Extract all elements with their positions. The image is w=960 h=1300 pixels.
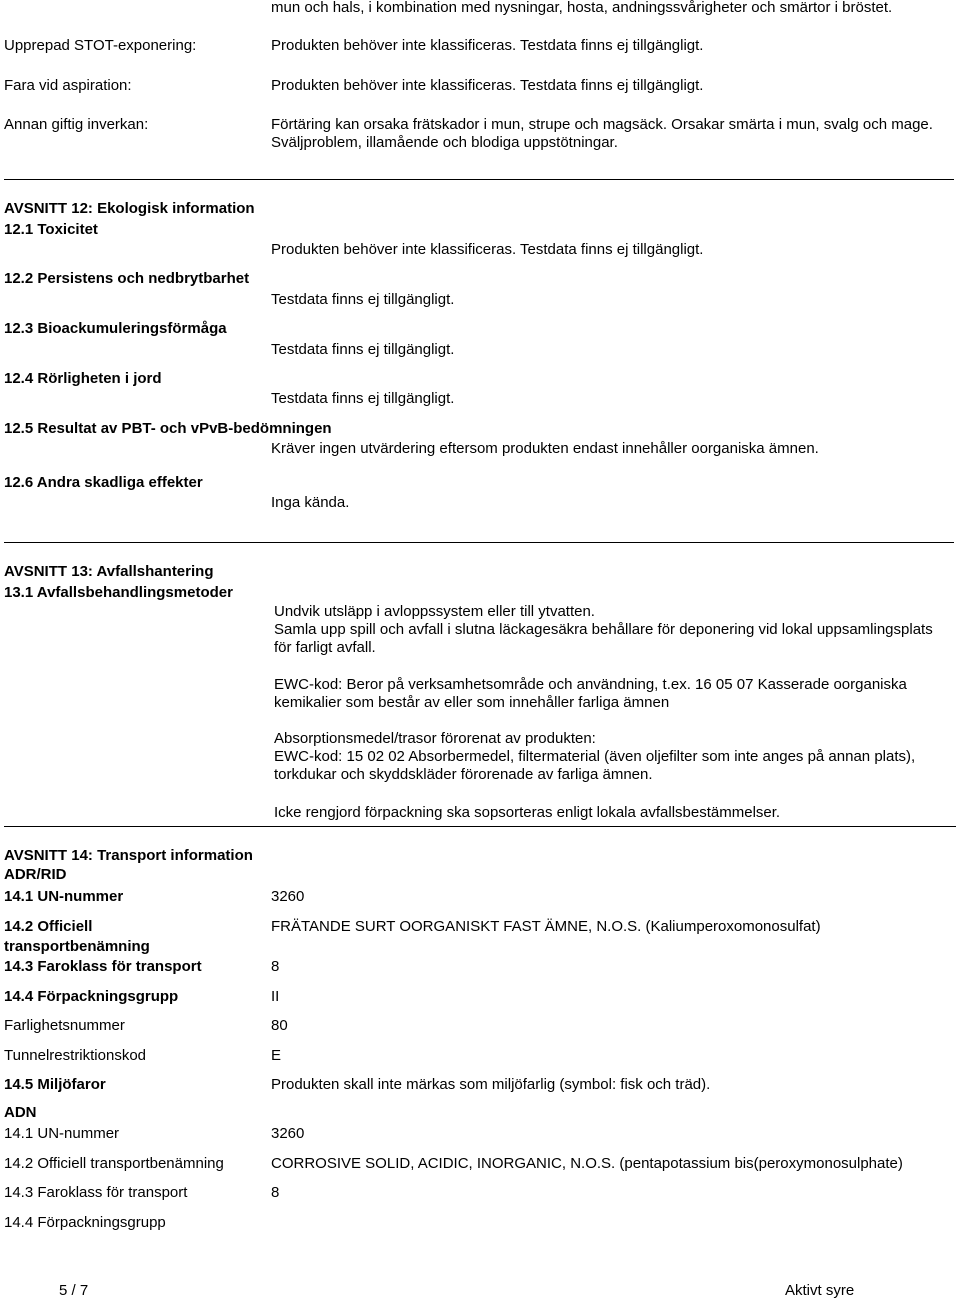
pbt-assessment-label: 12.5 Resultat av PBT- och vPvB-bedömningen bbox=[4, 420, 332, 437]
soil-mobility-label: 12.4 Rörligheten i jord bbox=[4, 370, 162, 387]
adn-class-value: 8 bbox=[271, 1184, 280, 1201]
adr-class-value: 8 bbox=[271, 958, 280, 975]
section-divider bbox=[4, 179, 954, 180]
adn-heading: ADN bbox=[4, 1104, 37, 1121]
toxicology-continuation: mun och hals, i kombination med nysningar, hosta, andningssvårigheter och smärtor i bröstet. bbox=[271, 0, 893, 16]
waste-p3a: Absorptionsmedel/trasor förorenat av produkten: bbox=[274, 730, 596, 747]
waste-p1b: Samla upp spill och avfall i slutna läckagesäkra behållare för deponering vid lokal uppsamlingsplats för farligt avfall. bbox=[274, 621, 933, 656]
adr-tunnel-label: Tunnelrestriktionskod bbox=[4, 1047, 147, 1064]
adn-name-value: CORROSIVE SOLID, ACIDIC, INORGANIC, N.O.S. (pentapotassium bis(peroxymonosulphate) bbox=[271, 1155, 903, 1172]
adr-packing-label: 14.4 Förpackningsgrupp bbox=[4, 988, 179, 1005]
adr-packing-value: II bbox=[271, 988, 280, 1005]
product-name: Aktivt syre bbox=[785, 1282, 855, 1299]
other-effects-label: 12.6 Andra skadliga effekter bbox=[4, 474, 203, 491]
adr-env-label: 14.5 Miljöfaror bbox=[4, 1076, 106, 1093]
bioaccumulation-label: 12.3 Bioackumuleringsförmåga bbox=[4, 320, 227, 337]
adr-hazard-label: Farlighetsnummer bbox=[4, 1017, 125, 1034]
other-effects-value: Inga kända. bbox=[271, 494, 350, 511]
adr-env-value: Produkten skall inte märkas som miljöfarlig (symbol: fisk och träd). bbox=[271, 1076, 711, 1093]
adr-tunnel-value: E bbox=[271, 1047, 282, 1064]
waste-ewc-code: EWC-kod: Beror på verksamhetsområde och användning, t.ex. 16 05 07 Kasserade oorganiska kemikalier som består av eller som innehåller farliga ämnen bbox=[274, 676, 907, 711]
adr-un-value: 3260 bbox=[271, 888, 305, 905]
adr-name-value: FRÄTANDE SURT OORGANISKT FAST ÄMNE, N.O.S. (Kaliumperoxomonosulfat) bbox=[271, 918, 821, 935]
section-12-title: AVSNITT 12: Ekologisk information bbox=[4, 200, 255, 217]
waste-p3b: EWC-kod: 15 02 02 Absorbermedel, filtermaterial (även oljefilter som inte anges på annan plats), torkdukar och skyddskläder förorenade av farliga ämnen. bbox=[274, 748, 916, 783]
adr-un-label: 14.1 UN-nummer bbox=[4, 888, 124, 905]
stot-repeated-value: Produkten behöver inte klassificeras. Testdata finns ej tillgängligt. bbox=[271, 37, 704, 54]
other-toxic-value: Förtäring kan orsaka frätskador i mun, strupe och magsäck. Orsakar smärta i mun, svalg och mage. Sväljproblem, illamående och blodiga uppstötningar. bbox=[271, 116, 933, 151]
toxicity-label: 12.1 Toxicitet bbox=[4, 221, 98, 238]
other-toxic-label: Annan giftig inverkan: bbox=[4, 116, 149, 133]
adn-name-label: 14.2 Officiell transportbenämning bbox=[4, 1155, 224, 1172]
adr-hazard-value: 80 bbox=[271, 1017, 288, 1034]
persistence-label: 12.2 Persistens och nedbrytbarhet bbox=[4, 270, 250, 287]
adn-class-label: 14.3 Faroklass för transport bbox=[4, 1184, 188, 1201]
aspiration-hazard-label: Fara vid aspiration: bbox=[4, 77, 132, 94]
section-13-title: AVSNITT 13: Avfallshantering bbox=[4, 563, 214, 580]
section-14-title: AVSNITT 14: Transport information bbox=[4, 847, 253, 864]
waste-packaging: Icke rengjord förpackning ska sopsorteras enligt lokala avfallsbestämmelser. bbox=[274, 804, 781, 821]
waste-p1a: Undvik utsläpp i avloppssystem eller till ytvatten. bbox=[274, 603, 595, 620]
section-divider bbox=[4, 826, 956, 827]
toxicity-value: Produkten behöver inte klassificeras. Testdata finns ej tillgängligt. bbox=[271, 241, 704, 258]
page-number: 5 / 7 bbox=[59, 1282, 89, 1299]
adn-packing-label: 14.4 Förpackningsgrupp bbox=[4, 1214, 166, 1231]
adr-heading: ADR/RID bbox=[4, 866, 67, 883]
waste-methods-label: 13.1 Avfallsbehandlingsmetoder bbox=[4, 584, 233, 601]
adr-name-label-2: transportbenämning bbox=[4, 938, 150, 955]
section-divider bbox=[4, 542, 954, 543]
adn-un-value: 3260 bbox=[271, 1125, 305, 1142]
aspiration-hazard-value: Produkten behöver inte klassificeras. Testdata finns ej tillgängligt. bbox=[271, 77, 704, 94]
soil-mobility-value: Testdata finns ej tillgängligt. bbox=[271, 390, 455, 407]
adr-name-label: 14.2 Officiell bbox=[4, 918, 93, 935]
adr-class-label: 14.3 Faroklass för transport bbox=[4, 958, 202, 975]
adn-un-label: 14.1 UN-nummer bbox=[4, 1125, 120, 1142]
bioaccumulation-value: Testdata finns ej tillgängligt. bbox=[271, 341, 455, 358]
pbt-assessment-value: Kräver ingen utvärdering eftersom produkten endast innehåller oorganiska ämnen. bbox=[271, 440, 819, 457]
stot-repeated-label: Upprepad STOT-exponering: bbox=[4, 37, 197, 54]
persistence-value: Testdata finns ej tillgängligt. bbox=[271, 291, 455, 308]
